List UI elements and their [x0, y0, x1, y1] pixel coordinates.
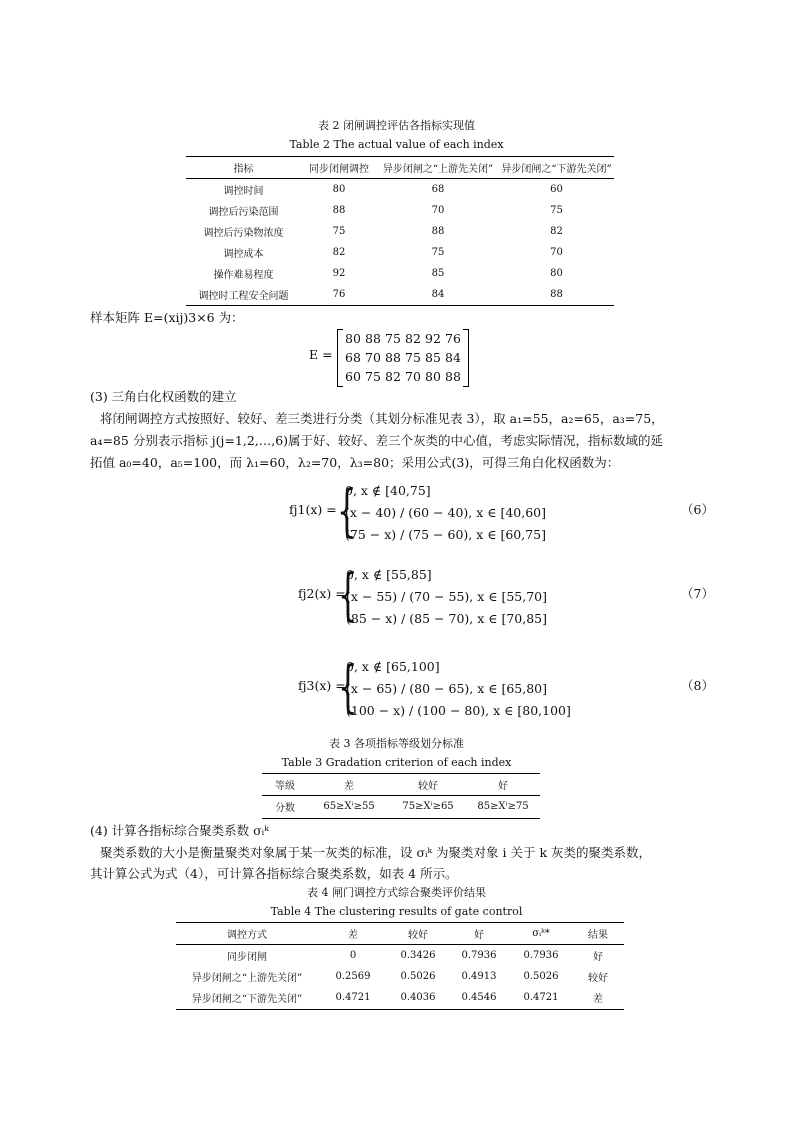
- equation-case: (x − 40) / (60 − 40), x ∈ [40,60]: [345, 505, 547, 520]
- equation-case: 0, x ∉ [65,100]: [346, 659, 440, 674]
- section4-line: 其计算公式为式（4），可计算各指标综合聚类系数，如表 4 所示。: [90, 866, 458, 881]
- table4-cell: 0.7936: [523, 950, 559, 961]
- table3-cell: 75≥Xⁱ≥65: [402, 801, 454, 812]
- table3-cell: 65≥Xⁱ≥55: [323, 801, 375, 812]
- table3-header-row: [262, 774, 540, 796]
- table2-cell: 88: [431, 226, 445, 237]
- equation-lhs: fj2(x) =: [298, 586, 346, 601]
- matrix-cell: 85: [425, 350, 441, 365]
- matrix-cell: 88: [385, 350, 401, 365]
- equation-lhs: fj3(x) =: [298, 678, 346, 693]
- matrix-cell: 88: [445, 369, 461, 384]
- table2-header: 异步闭闸之“下游先关闭”: [499, 157, 614, 179]
- table2-cell: 84: [431, 289, 445, 300]
- table2-header: 同步闭闸调控: [301, 157, 377, 179]
- table2-caption-en: Table 2 The actual value of each index: [289, 138, 504, 151]
- equation-7: [298, 564, 729, 630]
- table2-cell: 调控成本: [223, 249, 264, 260]
- table4-cell: 0.4036: [400, 992, 436, 1003]
- table4-header-row: [176, 923, 624, 945]
- table4-cell: 同步闭闸: [227, 952, 267, 963]
- table2-cell: 75: [431, 247, 445, 258]
- table3-caption-en: Table 3 Gradation criterion of each index: [281, 756, 512, 769]
- section3-heading: (3) 三角白化权函数的建立: [90, 389, 237, 404]
- brace-icon: {: [337, 479, 357, 544]
- table-row: [186, 284, 614, 305]
- section3-line: 将闭闸调控方式按照好、较好、差三类进行分类（其划分标准见表 3），取 a₁=55，a₂=65，a₃=75，: [100, 411, 664, 426]
- equation-6: [289, 480, 729, 546]
- section3-line: a₄=85 分别表示指标 j(j=1,2,…,6)属于好、较好、差三个灰类的中心值，考虑实际情况，指标数域的延: [90, 433, 664, 448]
- table-row: [186, 179, 614, 201]
- table-row: [176, 987, 624, 1008]
- matrix-cell: 75: [365, 369, 381, 384]
- matrix-right-bracket: [463, 329, 469, 387]
- table4-header: 调控方式: [176, 923, 318, 945]
- table2-cell: 80: [332, 184, 346, 195]
- table3-header: 较好: [390, 774, 466, 796]
- section4-line: 聚类系数的大小是衡量聚类对象属于某一灰类的标准，设 σᵢᵏ 为聚类对象 i 关于 k 灰类的聚类系数，: [100, 845, 652, 860]
- matrix-cell: 75: [385, 331, 401, 346]
- table-row: [176, 945, 624, 967]
- table-row: [186, 200, 614, 221]
- section4-heading: (4) 计算各指标综合聚类系数 σᵢᵏ: [90, 823, 269, 838]
- table4-header: 结果: [572, 923, 624, 945]
- sample-matrix: [337, 329, 469, 385]
- table4-cell: 0.4721: [523, 992, 559, 1003]
- table4-cell: 0.7936: [461, 950, 497, 961]
- table4-cell: 0.5026: [523, 971, 559, 982]
- equation-case: 0, x ∉ [40,75]: [345, 483, 431, 498]
- table4: [176, 923, 624, 1008]
- table3-caption-cn: 表 3 各项指标等级划分标准: [329, 737, 464, 750]
- table3-cell: 85≥Xⁱ≥75: [477, 801, 529, 812]
- table-row: [176, 966, 624, 987]
- equation-case: 0, x ∉ [55,85]: [346, 567, 432, 582]
- matrix-cell: 70: [405, 369, 421, 384]
- table4-header: σᵢᵏ*: [510, 923, 572, 945]
- equation-number: （7）: [681, 586, 714, 601]
- table-row: [186, 221, 614, 242]
- equation-number: （8）: [681, 678, 714, 693]
- matrix-intro: 样本矩阵 E=(xij)3×6 为：: [90, 310, 244, 325]
- matrix-cell: 88: [365, 331, 381, 346]
- table2-header-row: [186, 157, 614, 179]
- table4-cell: 好: [593, 952, 603, 963]
- table2-cell: 68: [431, 184, 445, 195]
- table2-cell: 60: [550, 184, 563, 195]
- equation-case: (75 − x) / (75 − 60), x ∈ [60,75]: [345, 527, 547, 542]
- equation-case: (x − 55) / (70 − 55), x ∈ [55,70]: [346, 589, 548, 604]
- table4-bottom-rule: [176, 1009, 624, 1010]
- table2-cell: 70: [550, 247, 563, 258]
- brace-icon: {: [338, 563, 358, 628]
- table4-caption-cn: 表 4 闸门调控方式综合聚类评价结果: [307, 886, 486, 899]
- matrix-row: [343, 367, 463, 386]
- table2-cell: 75: [332, 226, 346, 237]
- table4-header: 差: [318, 923, 388, 945]
- table2-cell: 操作难易程度: [213, 270, 274, 281]
- matrix-cell: 80: [425, 369, 441, 384]
- brace-icon: {: [338, 655, 358, 720]
- table2-cell: 调控时间: [223, 186, 264, 197]
- table4-cell: 异步闭闸之“上游先关闭”: [191, 973, 303, 984]
- table2: [186, 157, 614, 305]
- table4-cell: 0: [349, 950, 357, 961]
- matrix-cell: 82: [405, 331, 421, 346]
- matrix-cell: 75: [405, 350, 421, 365]
- matrix-cell: 80: [345, 331, 361, 346]
- table4-cell: 0.4721: [335, 992, 371, 1003]
- equation-lhs: fj1(x) =: [289, 502, 337, 517]
- table4-cell: 0.4913: [461, 971, 497, 982]
- section3-line: 拓值 a₀=40，a₅=100，而 λ₁=60，λ₂=70，λ₃=80；采用公式(3)，可得三角白化权函数为：: [90, 455, 620, 470]
- table2-cell: 85: [431, 268, 445, 279]
- table2-caption-cn: 表 2 闭闸调控评估各指标实现值: [318, 119, 475, 132]
- table4-cell: 较好: [588, 973, 608, 984]
- table4-header: 好: [448, 923, 510, 945]
- table4-cell: 0.3426: [400, 950, 436, 961]
- table3-header: 差: [308, 774, 390, 796]
- matrix-cell: 92: [425, 331, 441, 346]
- table-row: [262, 796, 540, 818]
- table2-bottom-rule: [186, 305, 614, 306]
- table3-cell: 分数: [275, 803, 295, 814]
- table2-cell: 调控后污染范围: [208, 207, 279, 218]
- table2-cell: 88: [550, 289, 563, 300]
- matrix-cell: 84: [445, 350, 461, 365]
- matrix-row: [343, 348, 463, 367]
- matrix-cell: 68: [345, 350, 361, 365]
- equation-number: （6）: [681, 502, 714, 517]
- matrix-label: E =: [309, 347, 333, 362]
- table2-cell: 88: [332, 205, 346, 216]
- table4-cell: 差: [593, 994, 603, 1005]
- table2-cell: 82: [550, 226, 563, 237]
- table4-cell: 0.2569: [335, 971, 371, 982]
- table3: [262, 774, 540, 817]
- table2-header: 指标: [186, 157, 301, 179]
- table2-header: 异步闭闸之“上游先关闭”: [377, 157, 499, 179]
- table2-cell: 调控后污染物浓度: [203, 228, 284, 239]
- matrix-cell: 76: [445, 331, 461, 346]
- table-row: [186, 242, 614, 263]
- table2-cell: 82: [332, 247, 346, 258]
- matrix-cell: 82: [385, 369, 401, 384]
- table-row: [186, 263, 614, 284]
- matrix-cell: 70: [365, 350, 381, 365]
- equation-case: (x − 65) / (80 − 65), x ∈ [65,80]: [346, 681, 548, 696]
- table2-cell: 80: [550, 268, 563, 279]
- equation-case: (85 − x) / (85 − 70), x ∈ [70,85]: [346, 611, 548, 626]
- table3-bottom-rule: [262, 818, 540, 819]
- matrix-row: [343, 329, 463, 348]
- table3-header: 好: [466, 774, 540, 796]
- table2-cell: 70: [431, 205, 445, 216]
- table4-cell: 0.5026: [400, 971, 436, 982]
- table4-cell: 异步闭闸之“下游先关闭”: [191, 994, 303, 1005]
- table4-header: 较好: [388, 923, 448, 945]
- equation-8: [298, 656, 729, 722]
- table2-cell: 75: [550, 205, 563, 216]
- table2-cell: 调控时工程安全问题: [198, 291, 289, 302]
- table2-cell: 76: [332, 289, 346, 300]
- equation-case: (100 − x) / (100 − 80), x ∈ [80,100]: [346, 703, 571, 718]
- table2-cell: 92: [332, 268, 346, 279]
- matrix-cell: 60: [345, 369, 361, 384]
- table4-cell: 0.4546: [461, 992, 497, 1003]
- table4-caption-en: Table 4 The clustering results of gate control: [270, 905, 523, 918]
- table3-header: 等级: [262, 774, 308, 796]
